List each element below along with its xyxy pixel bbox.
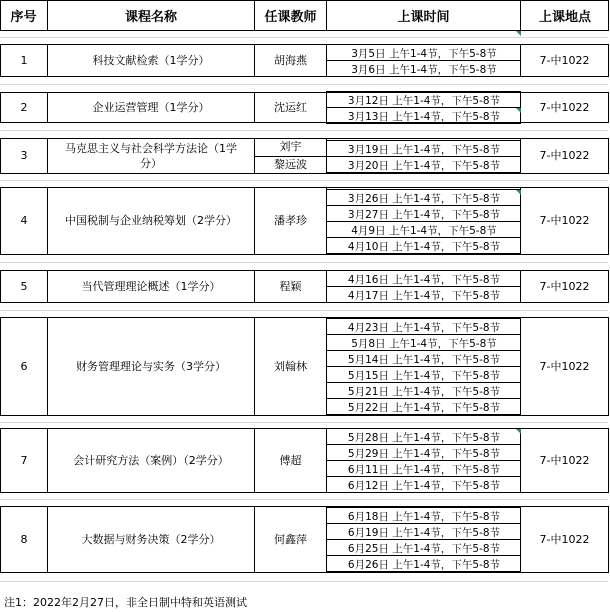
session-time: 6月19日 上午1-4节，下午5-8节 [347,526,501,539]
row-place: 7-中1022 [539,100,590,114]
sheet-gridline [0,262,608,263]
footnote: 注1：2022年2月27日，非全日制中特和英语测试 [4,596,247,609]
session-time: 6月25日 上午1-4节，下午5-8节 [347,542,501,555]
session-time: 3月12日 上午1-4节，下午5-8节 [347,94,501,107]
row-border-bottom [0,254,609,255]
row-seq: 8 [20,532,28,546]
header-col-border [0,0,1,31]
row-teacher: 刘宇 [279,140,302,154]
session-time: 5月14日 上午1-4节，下午5-8节 [347,353,501,366]
row-teacher: 潘孝珍 [274,214,307,227]
row-teacher: 沈运红 [274,100,307,114]
row-teacher: 刘翰林 [274,359,307,373]
row-place: 7-中1022 [539,359,590,373]
row-seq: 6 [20,359,28,373]
header-teacher: 任课教师 [255,0,326,30]
sheet-gridline [0,581,608,582]
header-place: 上课地点 [521,0,609,30]
session-time: 5月15日 上午1-4节，下午5-8节 [347,369,501,382]
row-seq: 1 [20,53,28,67]
row-course: 会计研究方法（案例）（2学分） [73,453,229,467]
row-seq: 5 [20,279,28,293]
header-seq: 序号 [0,0,47,30]
sheet-gridline [0,37,608,38]
row-col-border [608,506,609,573]
sheet-gridline [0,84,608,85]
row-place: 7-中1022 [539,532,590,546]
row-place: 7-中1022 [539,149,590,162]
sheet-gridline [0,310,608,311]
header-col-border [520,0,521,31]
row-col-border [608,428,609,493]
row-course: 科技文献检索（1学分） [92,53,210,67]
session-time: 6月18日 上午1-4节，下午5-8节 [347,510,501,523]
row-border-bottom [0,173,609,174]
session-time: 5月22日 上午1-4节，下午5-8节 [347,401,501,414]
header-border-top [0,0,609,1]
session-time: 4月10日 上午1-4节，下午5-8节 [347,240,501,253]
row-col-border [608,270,609,303]
row-col-border [608,138,609,174]
row-course: 财务管理理论与实务（3学分） [76,359,226,373]
row-col-border [608,187,609,255]
row-course: 当代管理理论概述（1学分） [81,279,221,293]
sheet-gridline [0,422,608,423]
session-time: 4月17日 上午1-4节，下午5-8节 [347,289,501,302]
row-course: 企业运营管理（1学分） [92,100,210,114]
sheet-gridline [0,130,608,131]
row-col-border [608,92,609,123]
session-time: 6月12日 上午1-4节，下午5-8节 [347,479,501,492]
session-time: 3月19日 上午1-4节，下午5-8节 [347,143,501,156]
row-teacher: 何鑫萍 [274,532,307,546]
session-time: 4月23日 上午1-4节，下午5-8节 [347,321,501,334]
row-seq: 7 [20,453,28,467]
session-time: 6月11日 上午1-4节，下午5-8节 [347,463,501,476]
row-course: 中国税制与企业纳税筹划（2学分） [65,214,237,227]
sheet-gridline [0,499,608,500]
row-place: 7-中1022 [539,214,590,227]
sheet-gridline [0,180,608,181]
row-col-border [608,44,609,77]
row-teacher: 胡海燕 [274,53,307,67]
row-place: 7-中1022 [539,279,590,293]
row-course: 马克思主义与社会科学方法论（1学分） [65,141,237,170]
header-time: 上课时间 [327,0,520,30]
row-seq: 4 [20,214,28,227]
row-border-bottom [0,572,609,573]
session-time: 3月20日 上午1-4节，下午5-8节 [347,159,501,172]
session-time: 3月13日 上午1-4节，下午5-8节 [347,110,501,123]
row-teacher: 黎远波 [274,157,307,171]
session-time: 5月28日 上午1-4节，下午5-8节 [347,431,501,444]
header-col-border [47,0,48,31]
row-seq: 3 [20,149,28,162]
header-course: 课程名称 [48,0,254,30]
row-place: 7-中1022 [539,53,590,67]
session-time: 6月26日 上午1-4节，下午5-8节 [347,558,501,571]
session-time: 4月16日 上午1-4节，下午5-8节 [347,273,501,286]
teacher-divider [254,156,327,157]
row-course: 大数据与财务决策（2学分） [81,532,221,546]
session-time: 3月6日 上午1-4节，下午5-8节 [351,63,497,76]
session-time: 5月21日 上午1-4节，下午5-8节 [347,385,501,398]
session-time: 3月27日 上午1-4节，下午5-8节 [347,208,501,221]
row-teacher: 程颖 [279,279,302,293]
session-time: 5月29日 上午1-4节，下午5-8节 [347,447,501,460]
header-col-border [326,0,327,31]
session-time: 4月9日 上午1-4节，下午5-8节 [351,224,497,237]
row-border-bottom [0,415,609,416]
session-time: 5月8日 上午1-4节，下午5-8节 [351,337,497,350]
row-seq: 2 [20,100,28,114]
row-col-border [608,317,609,416]
header-col-border [254,0,255,31]
header-col-border [608,0,609,31]
session-time: 3月5日 上午1-4节，下午5-8节 [351,47,497,60]
session-time: 3月26日 上午1-4节，下午5-8节 [347,192,501,205]
row-place: 7-中1022 [539,453,590,467]
comment-marker-icon [516,31,521,36]
row-teacher: 傅超 [279,453,302,467]
